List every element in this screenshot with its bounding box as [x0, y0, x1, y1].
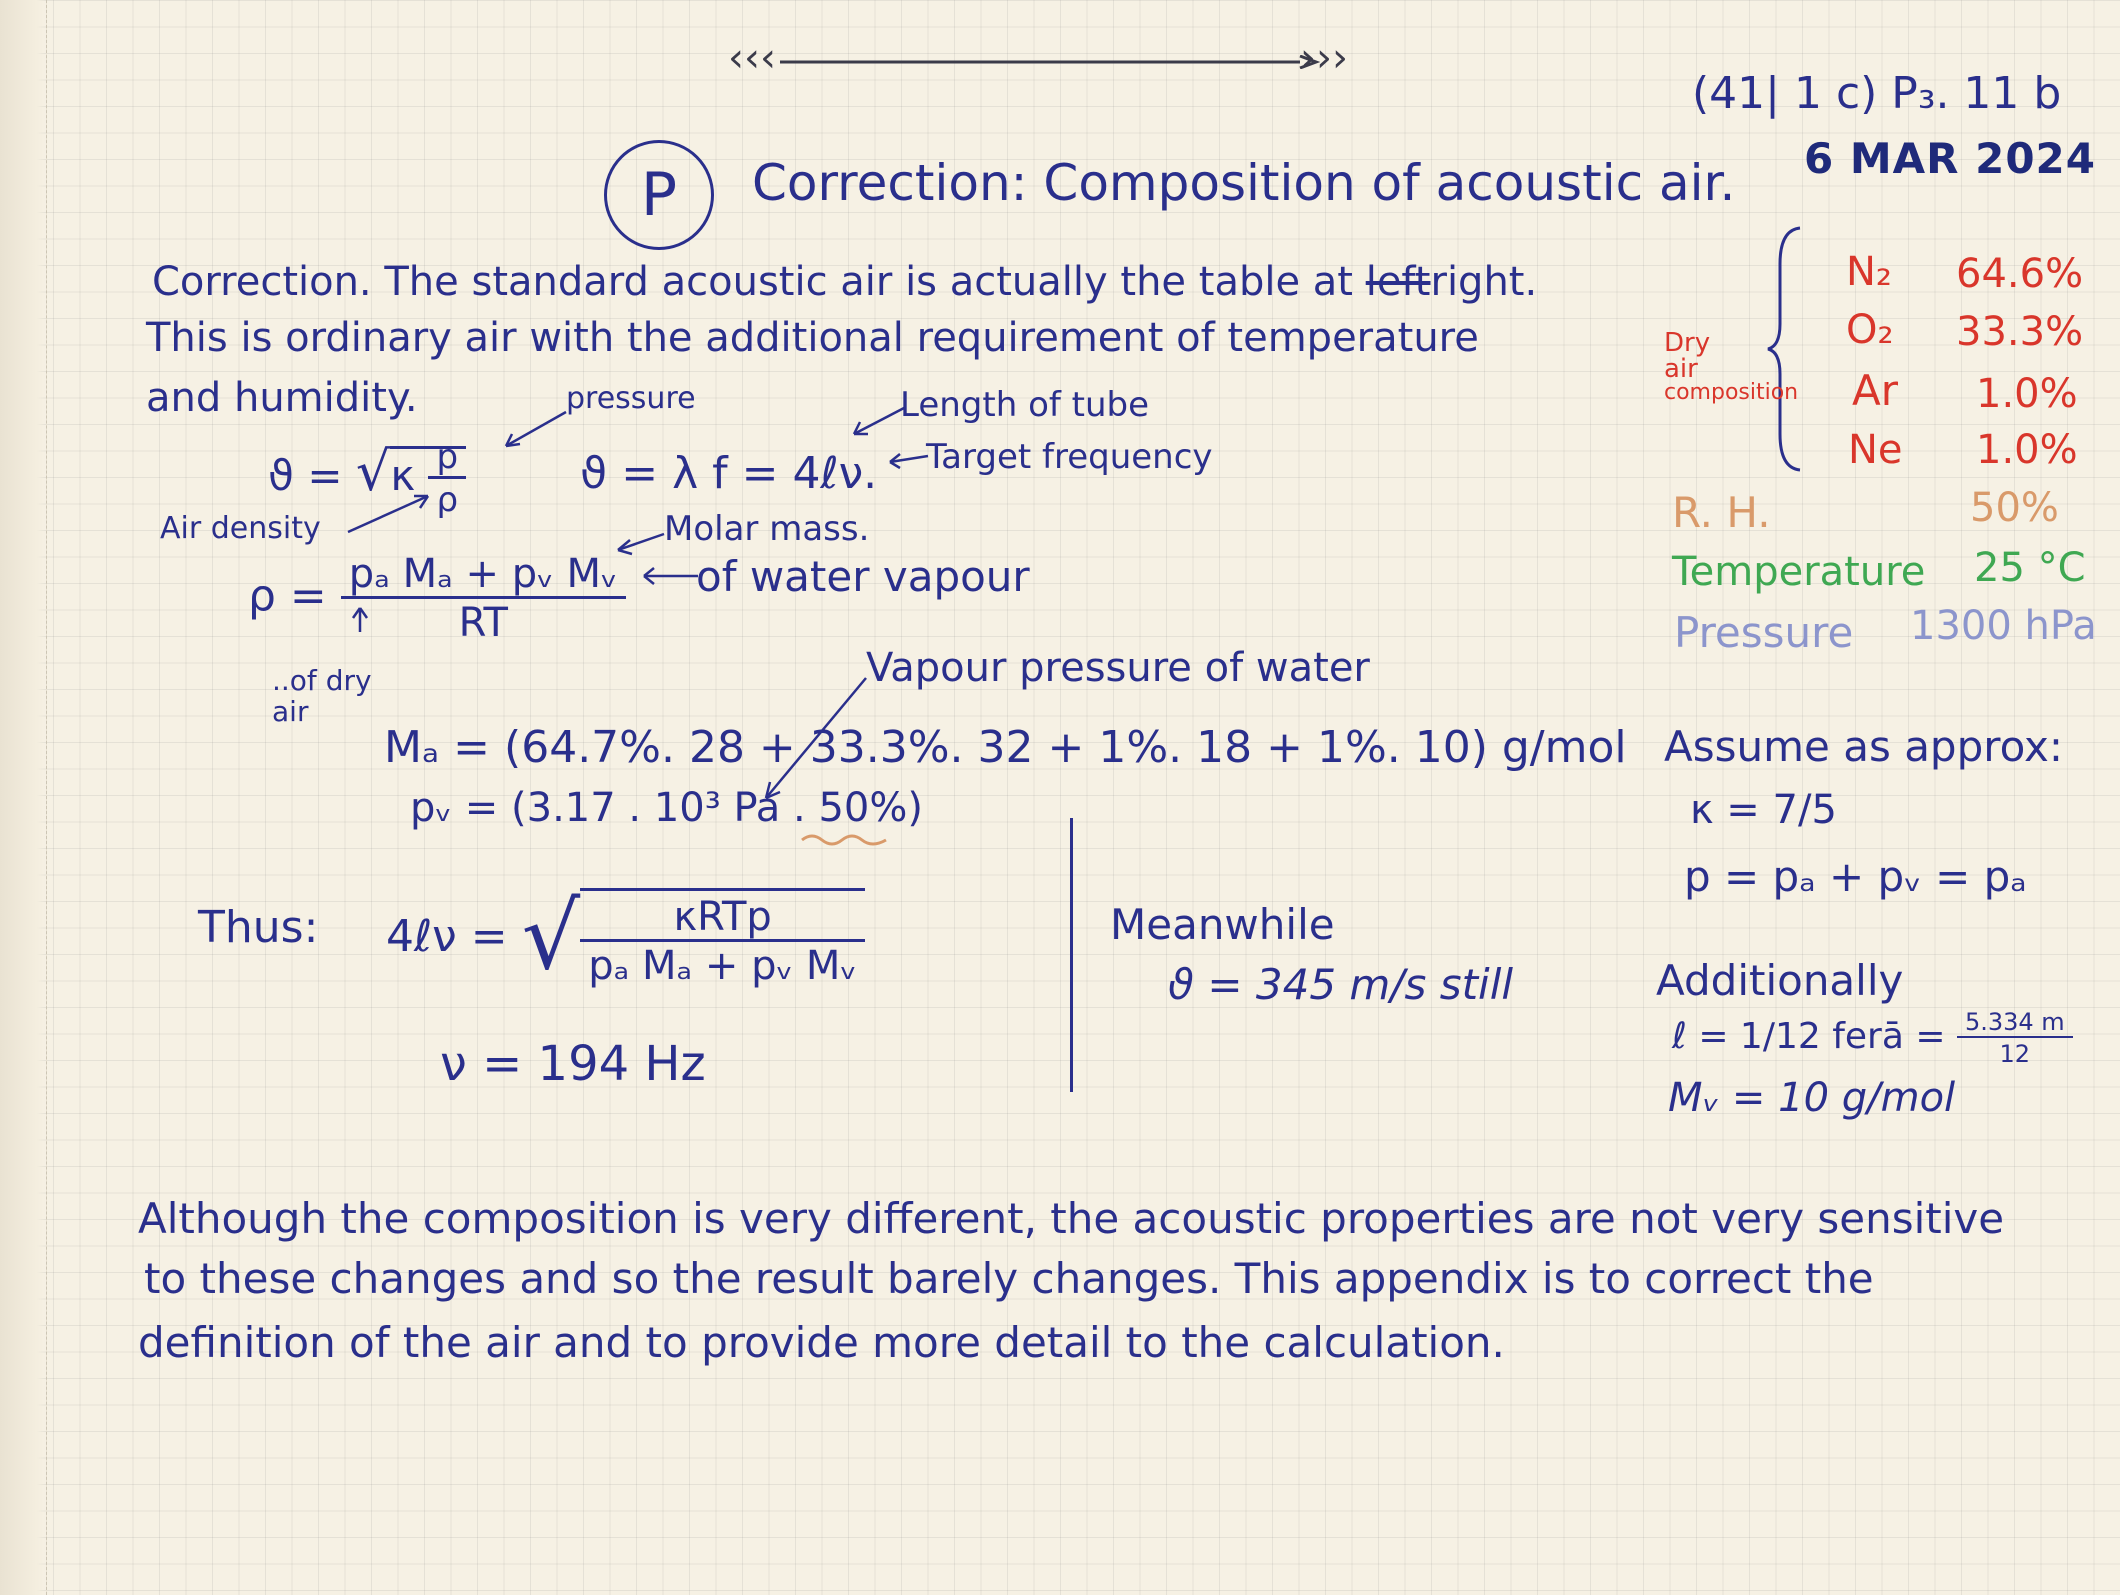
- meanwhile-label: Meanwhile: [1110, 900, 1335, 949]
- brace-label-air: air: [1664, 354, 1698, 384]
- value-n2: 64.6%: [1956, 251, 2084, 297]
- struck-word: left: [1365, 259, 1431, 305]
- value-ne: 1.0%: [1976, 427, 2078, 473]
- brace-label-dry: Dry: [1664, 328, 1711, 358]
- thus-formula: 4ℓν = √ $\frac{\text{κRTp}}{\text{pₐ Mₐ + pᵥ Mᵥ}}$: [386, 888, 865, 986]
- pressure-assumption: p = pₐ + pᵥ = pₐ: [1684, 852, 2027, 901]
- gas-ar: Ar: [1852, 366, 1898, 415]
- length-arrow: [848, 404, 908, 440]
- intro-line-3: and humidity.: [146, 375, 418, 421]
- gas-n2: N₂: [1846, 249, 1892, 295]
- page-reference: (41| 1 c) P₃. 11 b: [1692, 68, 2062, 119]
- intro-line-2: This is ordinary air with the additional requirement of temperature: [146, 315, 1479, 361]
- value-ar: 1.0%: [1976, 371, 2078, 417]
- annotation-length-of-tube: Length of tube: [900, 385, 1150, 425]
- frequency-result: ν = 194 Hz: [440, 1036, 706, 1092]
- arrow-right-glyph: ›››: [1300, 35, 1348, 81]
- frequency-arrow: [886, 450, 930, 470]
- annotation-molar-mass: Molar mass.: [664, 509, 870, 549]
- annotation-of-dry-air: ..of dry air: [272, 664, 372, 728]
- squiggle-underline: [800, 832, 890, 846]
- annotation-pressure: pressure: [566, 381, 696, 416]
- composition-brace: [1766, 224, 1806, 474]
- intro-line-1: Correction. The standard acoustic air is actually the table at leftright.: [152, 259, 1538, 305]
- speed-of-sound-formula: ϑ = √κ $\frac{p}{\rho}$: [268, 440, 466, 517]
- conclusion-line-1: Although the composition is very different, the acoustic properties are not very sensitive: [138, 1194, 2005, 1243]
- length-assumption: ℓ = 1/12 ferā = $\frac{5.334 m}{12}$: [1672, 1010, 2073, 1066]
- circled-letter: P: [604, 140, 714, 250]
- pressure-label: Pressure: [1674, 608, 1854, 657]
- temperature-label: Temperature: [1672, 549, 1926, 595]
- rh-label: R. H.: [1672, 488, 1771, 537]
- meanwhile-equation: ϑ = 345 m/s still: [1168, 960, 1514, 1009]
- molar-mass-arrow: [612, 528, 668, 558]
- wave-equation: ϑ = λ f = 4ℓν.: [580, 448, 878, 499]
- density-formula: ρ = $\frac{\text{pₐ Mₐ + pᵥ Mᵥ}}{RT}$: [248, 554, 626, 643]
- vapour-pressure-formula: pᵥ = (3.17 . 10³ Pa . 50%): [410, 785, 923, 831]
- notebook-binding: [0, 0, 47, 1595]
- rh-value: 50%: [1970, 485, 2059, 531]
- annotation-air-density: Air density: [160, 511, 321, 546]
- gas-ne: Ne: [1848, 427, 1903, 473]
- assume-title: Assume as approx:: [1664, 722, 2063, 771]
- additionally-label: Additionally: [1656, 956, 1904, 1005]
- water-vapour-arrow: [640, 566, 700, 586]
- date-stamp: 6 MAR 2024: [1804, 134, 2097, 183]
- conclusion-line-2: to these changes and so the result barely changes. This appendix is to correct the: [144, 1254, 1874, 1303]
- conclusion-line-3: definition of the air and to provide more detail to the calculation.: [138, 1318, 1505, 1367]
- air-density-arrow: [344, 488, 436, 538]
- value-o2: 33.3%: [1956, 309, 2084, 355]
- pressure-arrow: [498, 408, 570, 452]
- brace-label-composition: composition: [1664, 380, 1799, 405]
- annotation-vapour-pressure: Vapour pressure of water: [866, 645, 1370, 691]
- arrow-left-glyph: ‹‹‹: [728, 35, 776, 81]
- vapour-molar-mass: Mᵥ = 10 g/mol: [1668, 1075, 1956, 1121]
- kappa-assumption: κ = 7/5: [1690, 787, 1837, 833]
- gas-o2: O₂: [1846, 307, 1894, 353]
- annotation-of-water-vapour: of water vapour: [696, 552, 1030, 601]
- column-divider: [1070, 818, 1073, 1092]
- temperature-value: 25 °C: [1974, 545, 2086, 591]
- page-title: Correction: Composition of acoustic air.: [752, 154, 1736, 212]
- annotation-target-frequency: Target frequency: [926, 437, 1213, 477]
- decorative-arrow-line: [780, 55, 1320, 69]
- dry-molar-mass-formula: Mₐ = (64.7%. 28 + 33.3%. 32 + 1%. 18 + 1%. 10) g/mol: [384, 722, 1627, 773]
- dry-pressure-arrow: [350, 604, 370, 634]
- thus-label: Thus:: [198, 902, 319, 953]
- pressure-value: 1300 hPa: [1910, 603, 2097, 649]
